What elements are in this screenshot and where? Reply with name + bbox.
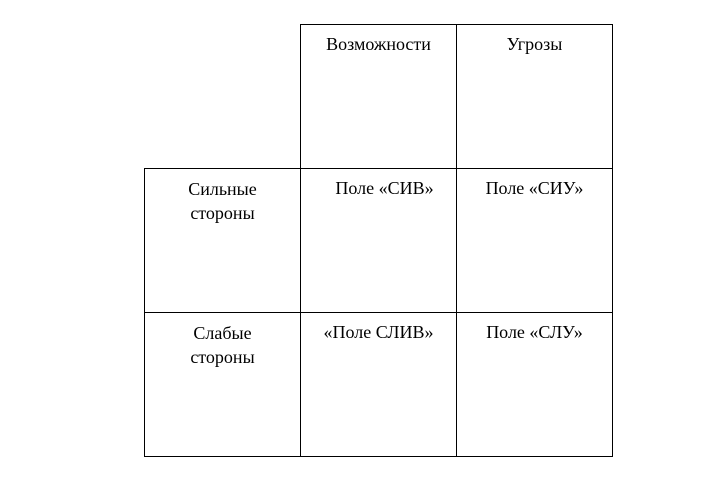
- field-sliv-cell: [300, 312, 457, 457]
- row-header-line: стороны: [190, 203, 255, 223]
- column-header-opportunities: [300, 24, 457, 169]
- column-header-label: Угрозы: [506, 34, 563, 54]
- field-label: Поле «СЛУ»: [486, 322, 583, 342]
- field-slu-cell: [456, 312, 613, 457]
- row-header-label: [145, 169, 300, 225]
- row-header-line: Слабые: [193, 323, 252, 343]
- row-header-line: стороны: [190, 347, 255, 367]
- column-header-label: Возможности: [326, 34, 431, 54]
- field-label: Поле «СИУ»: [485, 178, 584, 198]
- field-siv-cell: [300, 168, 457, 313]
- field-label: Поле «СИВ»: [335, 178, 434, 198]
- field-siu-cell: [456, 168, 613, 313]
- row-header-label: [145, 313, 300, 369]
- row-header-line: Сильные: [188, 179, 257, 199]
- column-header-threats: [456, 24, 613, 169]
- field-label: «Поле СЛИВ»: [323, 322, 434, 342]
- row-header-strengths: [144, 168, 301, 313]
- row-header-weaknesses: [144, 312, 301, 457]
